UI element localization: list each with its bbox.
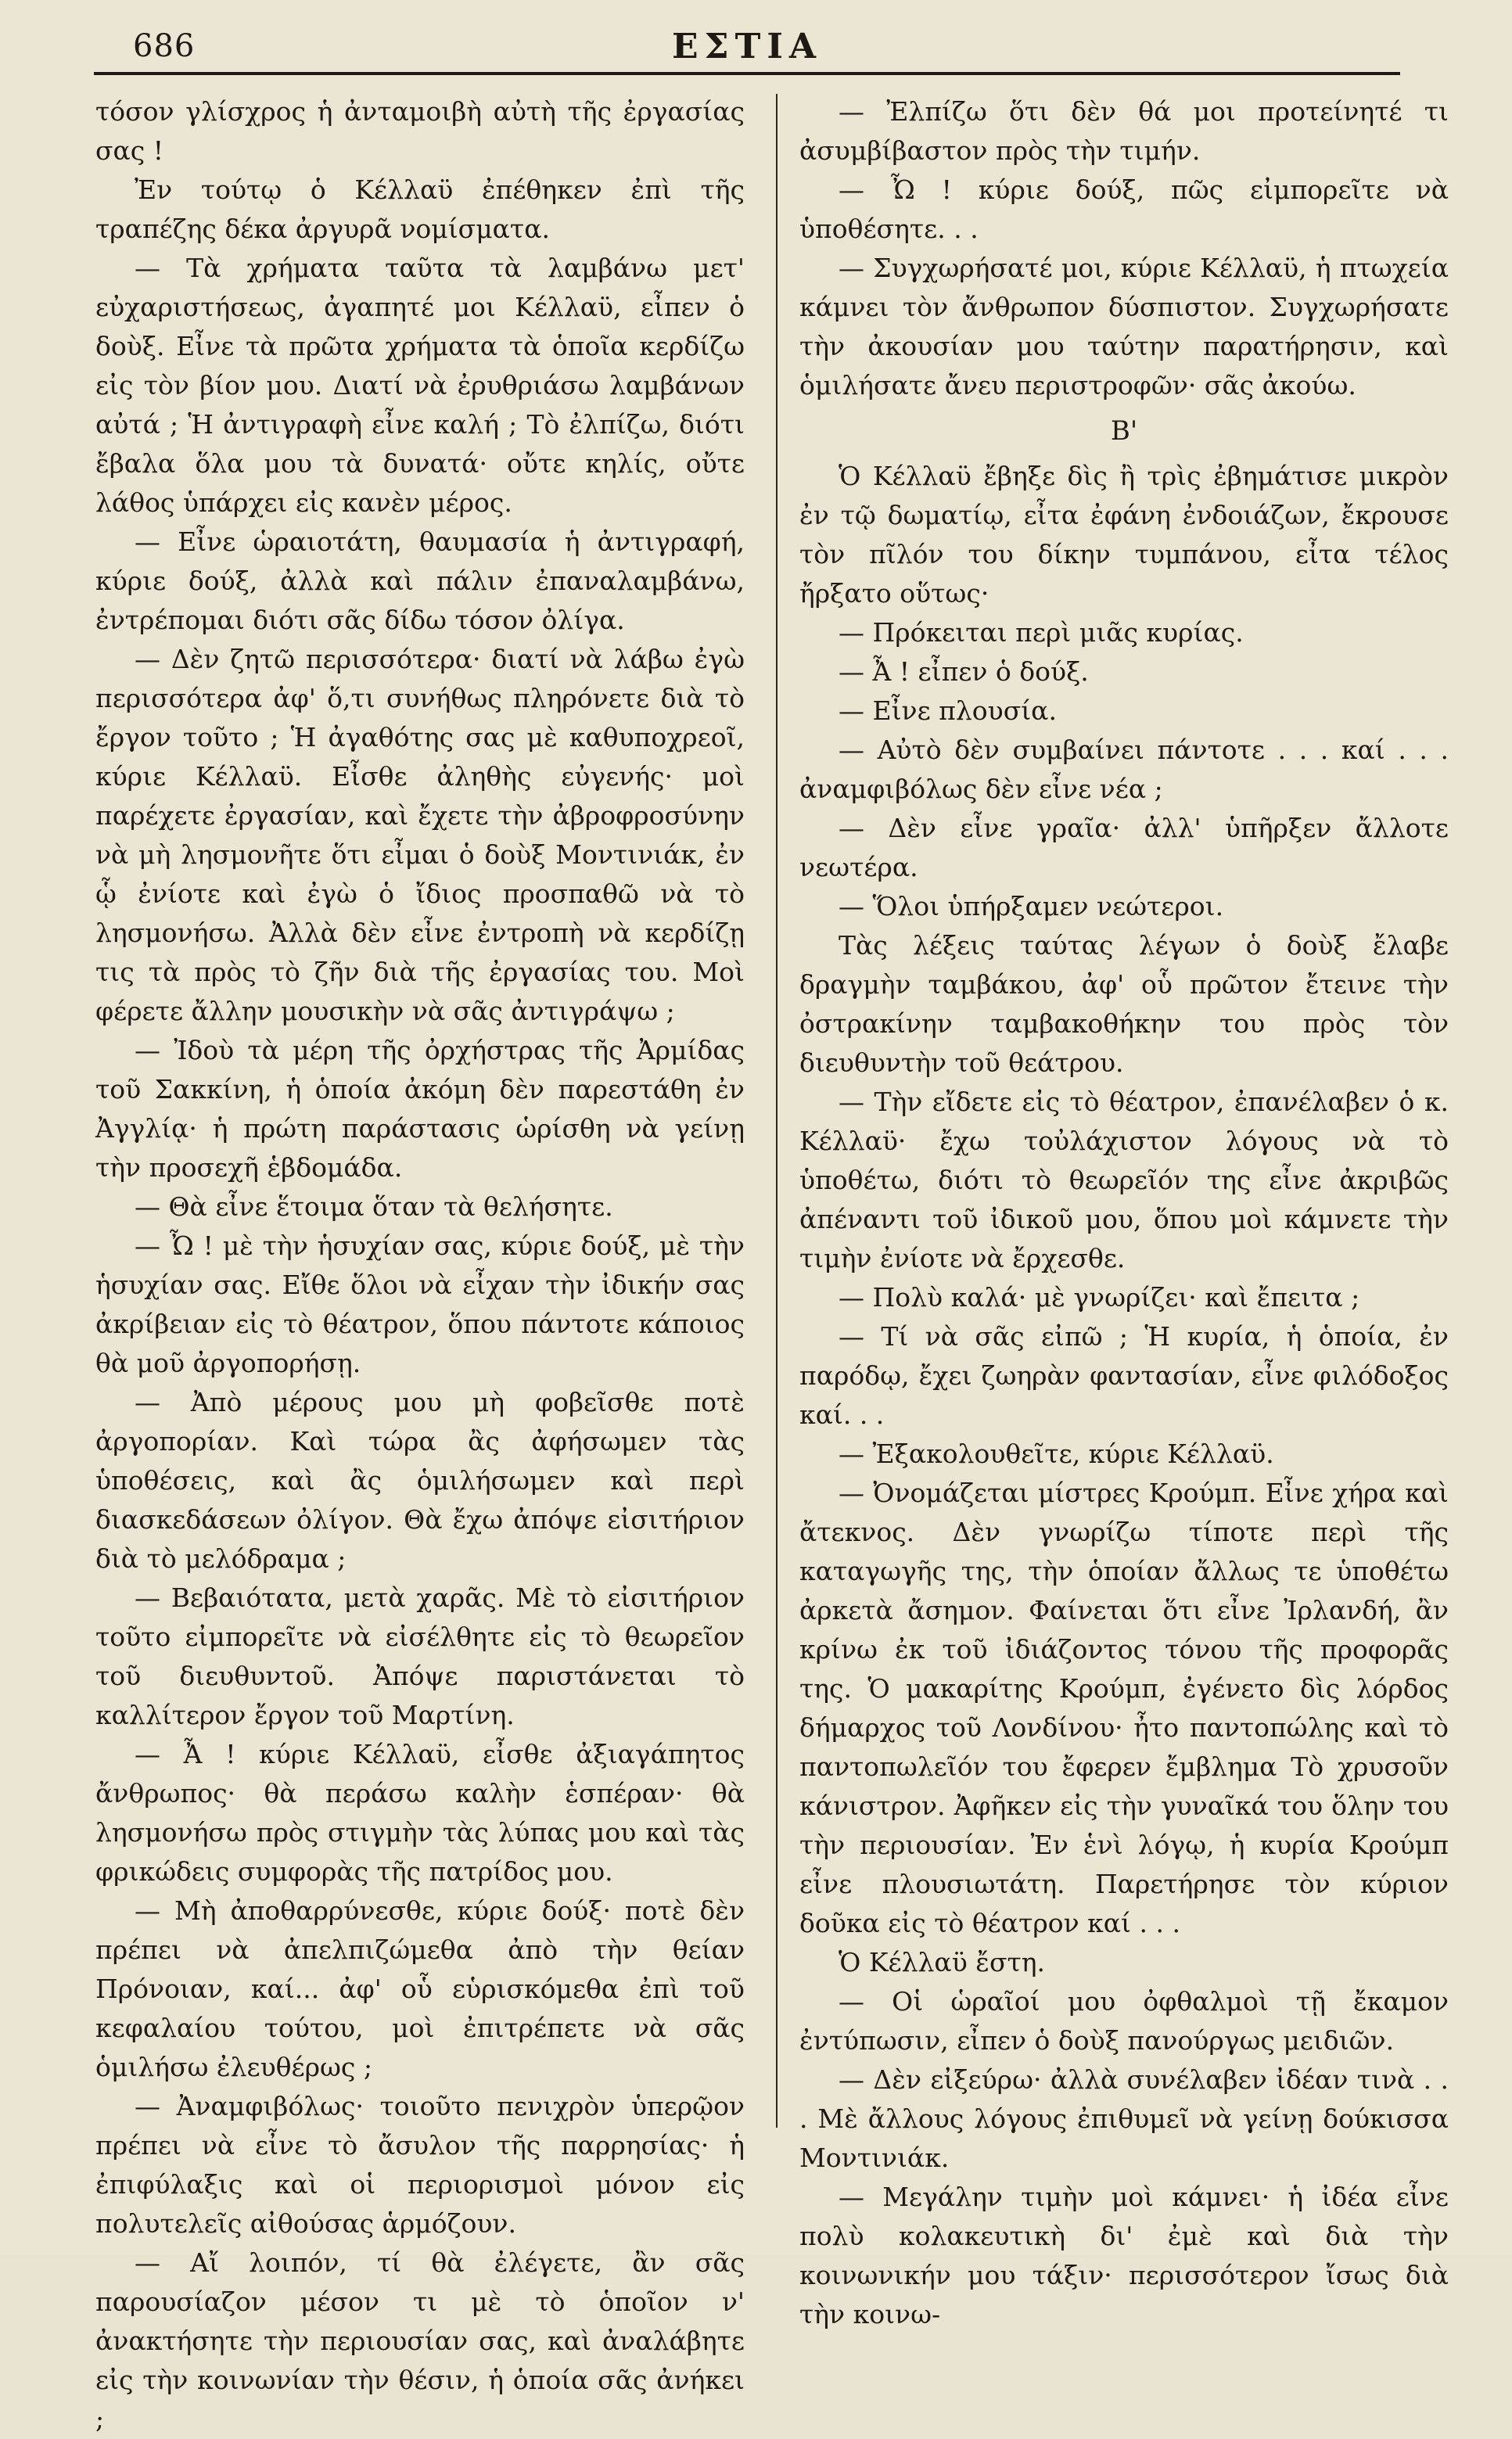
paragraph: — Ἰδοὺ τὰ μέρη τῆς ὀρχήστρας τῆς Ἀρμίδας τοῦ Σακκίνη, ἡ ὁποία ἀκόμη δὲν παρεστάθη ἐν Ἀγγλίᾳ· ἡ πρώτη παράστασις ὡρίσθη νὰ γείνῃ τὴν προσεχῆ ἑβδομάδα. — [95, 1035, 745, 1183]
paragraph: — Δὲν εἶνε γραῖα· ἀλλ' ὑπῆρξεν ἄλλοτε νεωτέρα. — [799, 813, 1449, 882]
paragraph: — Οἱ ὡραῖοί μου ὀφθαλμοὶ τῇ ἔκαμον ἐντύπωσιν, εἶπεν ὁ δοὺξ πανούργως μειδιῶν. — [799, 1986, 1449, 2056]
column-divider — [776, 94, 778, 2128]
paragraph: — Βεβαιότατα, μετὰ χαρᾶς. Μὲ τὸ εἰσιτήριον τοῦτο εἰμπορεῖτε νὰ εἰσέλθητε εἰς τὸ θεωρεῖον τοῦ διευθυντοῦ. Ἀπόψε παριστάνεται τὸ καλλίτερον ἔργον τοῦ Μαρτίνη. — [95, 1582, 745, 1730]
left-column — [95, 92, 745, 2439]
paragraph: — Αἴ λοιπόν, τί θὰ ἐλέγετε, ἂν σᾶς παρουσίαζον μέσον τι μὲ τὸ ὁποῖον ν' ἀνακτήσητε τὴν περιουσίαν σας, καὶ ἀναλάβητε εἰς τὴν κοινωνίαν τὴν θέσιν, ἡ ὁποία σᾶς ἀνήκει ; — [95, 2247, 745, 2434]
paragraph: — Τὰ χρήματα ταῦτα τὰ λαμβάνω μετ' εὐχαριστήσεως, ἀγαπητέ μοι Κέλλαϋ, εἶπεν ὁ δοὺξ. Εἶνε τὰ πρῶτα χρήματα τὰ ὁποῖα κερδίζω εἰς τὸν βίον μου. Διατί νὰ ἐρυθριάσω λαμβάνων αὐτά ; Ἡ ἀντιγραφὴ εἶνε καλή ; Τὸ ἐλπίζω, διότι ἔβαλα ὅλα μου τὰ δυνατά· οὔτε κηλίς, οὔτε λάθος ὑπάρχει εἰς κανὲν μέρος. — [95, 253, 745, 518]
paragraph: — Συγχωρήσατέ μοι, κύριε Κέλλαϋ, ἡ πτωχεία κάμνει τὸν ἄνθρωπον δύσπιστον. Συγχωρήσατε τὴν ἀκουσίαν μου ταύτην παρατήρησιν, καὶ ὁμιλήσατε ἄνευ περιστροφῶν· σᾶς ἀκούω. — [799, 253, 1449, 401]
right-column — [799, 92, 1449, 2334]
paragraph: — Τί νὰ σᾶς εἰπῶ ; Ἡ κυρία, ἡ ὁποία, ἐν παρόδῳ, ἔχει ζωηρὰν φαντασίαν, εἶνε φιλόδοξος καί. . . — [799, 1321, 1449, 1430]
paragraph: — Ὀνομάζεται μίστρες Κρούμπ. Εἶνε χήρα καὶ ἄτεκνος. Δὲν γνωρίζω τίποτε περὶ τῆς καταγωγῆς της, τὴν ὁποίαν ἄλλως τε ὑποθέτω ἀρκετὰ ἄσημον. Φαίνεται ὅτι εἶνε Ἰρλανδή, ἂν κρίνω ἐκ τοῦ ἰδιάζοντος τόνου τῆς προφορᾶς της. Ὁ μακαρίτης Κρούμπ, ἐγένετο δὶς λόρδος δήμαρχος τοῦ Λονδίνου· ἦτο παντοπώλης καὶ τὸ παντοπωλεῖόν του ἔφερεν ἔμβλημα Τὸ χρυσοῦν κάνιστρον. Ἀφῆκεν εἰς τὴν γυναῖκά του ὅλην του τὴν περιουσίαν. Ἐν ἑνὶ λόγῳ, ἡ κυρία Κρούμπ εἶνε πλουσιωτάτη. Παρετήρησε τὸν κύριον δοῦκα εἰς τὸ θέατρον καί . . . — [799, 1478, 1449, 1938]
paragraph: — Ἐξακολουθεῖτε, κύριε Κέλλαϋ. — [839, 1439, 1274, 1469]
paragraph: — Αὐτὸ δὲν συμβαίνει πάντοτε . . . καί . . . ἀναμφιβόλως δὲν εἶνε νέα ; — [799, 735, 1449, 804]
paragraph: — Εἶνε ὡραιοτάτη, θαυμασία ἡ ἀντιγραφή, κύριε δούξ, ἀλλὰ καὶ πάλιν ἐπαναλαμβάνω, ἐντρέπομαι διότι σᾶς δίδω τόσον ὀλίγα. — [95, 526, 745, 635]
paragraph: — Πολὺ καλά· μὲ γνωρίζει· καὶ ἔπειτα ; — [839, 1282, 1360, 1313]
paragraph: — Δὲν ζητῶ περισσότερα· διατί νὰ λάβω ἐγὼ περισσότερα ἀφ' ὅ,τι συνήθως πληρόνετε διὰ τὸ ἔργον τοῦτο ; Ἡ ἀγαθότης σας μὲ καθυποχρεοῖ, κύριε Κέλλαϋ. Εἶσθε ἀληθὴς εὐγενής· μοὶ παρέχετε ἐργασίαν, καὶ ἔχετε τὴν ἀβροφροσύνην νὰ μὴ λησμονῆτε ὅτι εἶμαι ὁ δοὺξ Μοντινιάκ, ἐν ᾧ ἐνίοτε καὶ ἐγὼ ὁ ἴδιος προσπαθῶ νὰ τὸ λησμονήσω. Ἀλλὰ δὲν εἶνε ἐντροπὴ νὰ κερδίζῃ τις τὰ πρὸς τὸ ζῆν διὰ τῆς ἐργασίας του. Μοὶ φέρετε ἄλλην μουσικὴν νὰ σᾶς ἀντιγράψω ; — [95, 644, 745, 1026]
paragraph: Τὰς λέξεις ταύτας λέγων ὁ δοὺξ ἔλαβε δραγμὴν ταμβάκου, ἀφ' οὗ πρῶτον ἔτεινε τὴν ὀστρακίνην ταμβακοθήκην του πρὸς τὸν διευθυντὴν τοῦ θεάτρου. — [799, 930, 1449, 1078]
header-rule — [94, 72, 1400, 75]
paragraph: — Τὴν εἴδετε εἰς τὸ θέατρον, ἐπανέλαβεν ὁ κ. Κέλλαϋ· ἔχω τοὐλάχιστον λόγους νὰ τὸ ὑποθέτω, διότι τὸ θεωρεῖόν της εἶνε ἀκριβῶς ἀπέναντι τοῦ ἰδικοῦ μου, ὅπου μοὶ κάμνετε τὴν τιμὴν ἐνίοτε νὰ ἔρχεσθε. — [799, 1087, 1449, 1273]
paragraph: — Ἀπὸ μέρους μου μὴ φοβεῖσθε ποτὲ ἀργοπορίαν. Καὶ τώρα ἂς ἀφήσωμεν τὰς ὑποθέσεις, καὶ ἂς ὁμιλήσωμεν καὶ περὶ διασκεδάσεων ὀλίγον. Θὰ ἔχω ἀπόψε εἰσιτήριον διὰ τὸ μελόδραμα ; — [95, 1387, 745, 1574]
paragraph: — Ὦ ! μὲ τὴν ἡσυχίαν σας, κύριε δούξ, μὲ τὴν ἡσυχίαν σας. Εἴθε ὅλοι νὰ εἶχαν τὴν ἰδικήν σας ἀκρίβειαν εἰς τὸ θέατρον, ὅπου πάντοτε κάποιος θὰ μοῦ ἀργοπορήσῃ. — [95, 1230, 745, 1378]
paragraph: — Ἐλπίζω ὅτι δὲν θά μοι προτείνητέ τι ἀσυμβίβαστον πρὸς τὴν τιμήν. — [799, 96, 1449, 166]
journal-title: ΕΣΤΙΑ — [671, 27, 823, 66]
paragraph: — Πρόκειται περὶ μιᾶς κυρίας. — [839, 617, 1244, 648]
paragraph: τόσον γλίσχρος ἡ ἀνταμοιβὴ αὐτὴ τῆς ἐργασίας σας ! — [95, 96, 745, 166]
page-number: 686 — [133, 28, 196, 64]
paragraph: Ὁ Κέλλαϋ ἔβηξε δὶς ἢ τρὶς ἐβημάτισε μικρὸν ἐν τῷ δωματίῳ, εἶτα ἐφάνη ἐνδοιάζων, ἔκρουσε τὸν πῖλόν του δίκην τυμπάνου, εἶτα τέλος ἤρξατο οὕτως· — [799, 461, 1449, 609]
paragraph: — Μεγάλην τιμὴν μοὶ κάμνει· ἡ ἰδέα εἶνε πολὺ κολακευτικὴ δι' ἐμὲ καὶ διὰ τὴν κοινωνικήν μου τάξιν· περισσότερον ἴσως διὰ τὴν κοινω- — [799, 2182, 1449, 2329]
paragraph: — Ἆ ! κύριε Κέλλαϋ, εἶσθε ἀξιαγάπητος ἄνθρωπος· θὰ περάσω καλὴν ἑσπέραν· θὰ λησμονήσω πρὸς στιγμὴν τὰς λύπας μου καὶ τὰς φρικώδεις συμφορὰς τῆς πατρίδος μου. — [95, 1739, 745, 1887]
paragraph: — Ὦ ! κύριε δούξ, πῶς εἰμπορεῖτε νὰ ὑποθέσητε. . . — [799, 174, 1449, 244]
paragraph: — Ὅλοι ὑπήρξαμεν νεώτεροι. — [839, 891, 1224, 921]
paragraph: — Θὰ εἶνε ἕτοιμα ὅταν τὰ θελήσητε. — [135, 1191, 613, 1222]
paragraph: — Εἶνε πλουσία. — [839, 695, 1057, 726]
paragraph: Ὁ Κέλλαϋ ἔστη. — [839, 1947, 1046, 1977]
section-mark: Β' — [1110, 415, 1138, 447]
paragraph: — Μὴ ἀποθαρρύνεσθε, κύριε δούξ· ποτὲ δὲν πρέπει νὰ ἀπελπιζώμεθα ἀπὸ τὴν θείαν Πρόνοιαν, καί... ἀφ' οὗ εὑρισκόμεθα ἐπὶ τοῦ κεφαλαίου τούτου, μοὶ ἐπιτρέπετε νὰ σᾶς ὁμιλήσω ἐλευθέρως ; — [95, 1895, 745, 2082]
paragraph: — Ἆ ! εἶπεν ὁ δούξ. — [839, 656, 1089, 687]
paragraph: — Ἀναμφιβόλως· τοιοῦτο πενιχρὸν ὑπερῷον πρέπει νὰ εἶνε τὸ ἄσυλον τῆς παρρησίας· ἡ ἐπιφύλαξις καὶ οἱ περιορισμοὶ μόνον εἰς πολυτελεῖς αἰθούσας ἁρμόζουν. — [95, 2091, 745, 2239]
paragraph: — Δὲν εἰξεύρω· ἀλλὰ συνέλαβεν ἰδέαν τινὰ . . . Μὲ ἄλλους λόγους ἐπιθυμεῖ νὰ γείνῃ δούκισσα Μοντινιάκ. — [799, 2064, 1449, 2173]
page-header — [94, 23, 1400, 70]
paragraph: Ἐν τούτῳ ὁ Κέλλαϋ ἐπέθηκεν ἐπὶ τῆς τραπέζης δέκα ἀργυρᾶ νομίσματα. — [95, 174, 745, 244]
